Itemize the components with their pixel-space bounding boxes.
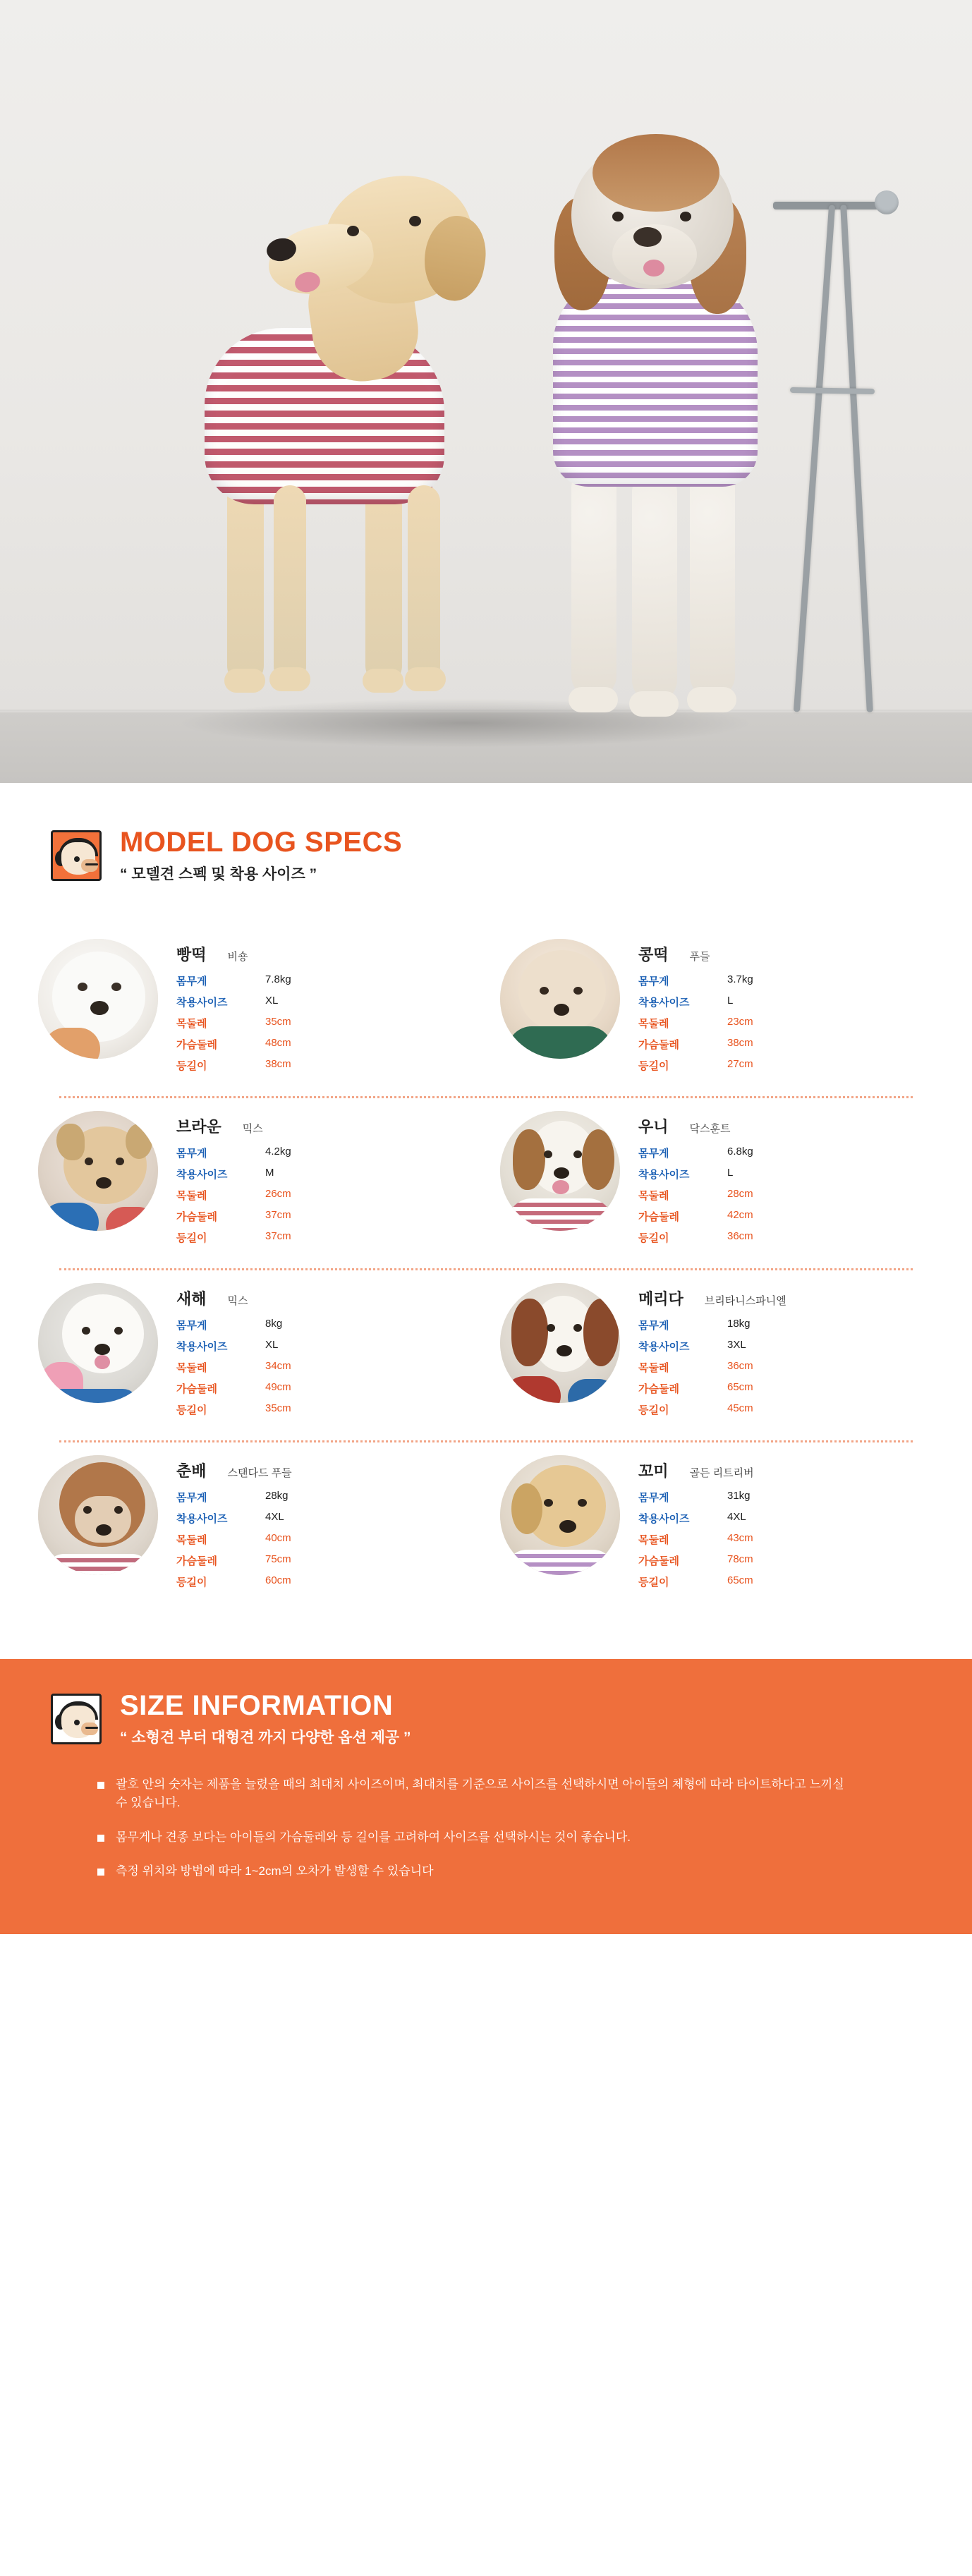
value-chest: 48cm: [265, 1037, 291, 1049]
label-chest: 가슴둘레: [176, 1555, 217, 1567]
value-weight: 6.8kg: [727, 1146, 753, 1158]
value-back: 27cm: [727, 1058, 753, 1070]
label-neck: 목둘레: [638, 1190, 669, 1202]
value-back: 45cm: [727, 1402, 753, 1414]
dog-photo: [500, 939, 620, 1059]
value-neck: 28cm: [727, 1188, 753, 1200]
label-neck: 목둘레: [176, 1362, 207, 1374]
dog-breed: 비숑: [227, 951, 248, 963]
dog-mascot-icon: [51, 1694, 102, 1744]
label-weight: 몸무게: [176, 1492, 207, 1504]
note-item: [97, 1775, 921, 1813]
note-text: 몸무게나 견종 보다는 아이들의 가슴둘레와 등 길이를 고려하여 사이즈를 선택하시는 것이 좋습니다.: [116, 1830, 631, 1844]
label-chest: 가슴둘레: [176, 1383, 217, 1395]
size-info-subtitle: “ 소형견 부터 대형견 까지 다양한 옵션 제공 ”: [120, 1730, 411, 1746]
note-item: [97, 1828, 921, 1847]
dog-photo: [38, 939, 158, 1059]
dog-name: 메리다: [638, 1290, 684, 1308]
note-item: [97, 1862, 921, 1881]
value-weight: 4.2kg: [265, 1146, 291, 1158]
dog-spec-card: [486, 1111, 934, 1251]
spec-row: [38, 1442, 934, 1612]
label-weight: 몸무게: [638, 976, 669, 988]
label-neck: 목둘레: [638, 1018, 669, 1030]
value-size: L: [727, 1167, 734, 1179]
label-size: 착용사이즈: [176, 997, 228, 1009]
label-neck: 목둘레: [638, 1534, 669, 1546]
value-weight: 3.7kg: [727, 973, 753, 985]
value-neck: 36cm: [727, 1360, 753, 1372]
spec-row: [38, 1098, 934, 1268]
model-specs-subtitle: “ 모델견 스펙 및 착용 사이즈 ”: [120, 866, 317, 882]
dog-name: 춘배: [176, 1462, 207, 1480]
label-back: 등길이: [638, 1060, 669, 1072]
dog-breed: 믹스: [242, 1123, 263, 1135]
label-weight: 몸무게: [176, 1148, 207, 1160]
value-weight: 18kg: [727, 1318, 751, 1330]
value-chest: 38cm: [727, 1037, 753, 1049]
value-size: 4XL: [265, 1511, 284, 1523]
dog-spec-card: [486, 1455, 934, 1596]
value-chest: 65cm: [727, 1381, 753, 1393]
bullet-icon: [97, 1782, 104, 1789]
hero-photo: [0, 0, 972, 783]
value-weight: 8kg: [265, 1318, 283, 1330]
value-size: M: [265, 1167, 274, 1179]
dog-breed: 믹스: [227, 1295, 248, 1307]
value-neck: 26cm: [265, 1188, 291, 1200]
dog-breed: 푸들: [689, 951, 710, 963]
label-size: 착용사이즈: [176, 1341, 228, 1353]
label-size: 착용사이즈: [638, 1169, 690, 1181]
value-back: 35cm: [265, 1402, 291, 1414]
value-neck: 23cm: [727, 1016, 753, 1028]
spec-row: [38, 926, 934, 1096]
value-weight: 31kg: [727, 1490, 751, 1502]
size-info-title: SIZE INFORMATION: [120, 1690, 394, 1721]
value-chest: 42cm: [727, 1209, 753, 1221]
label-back: 등길이: [638, 1232, 669, 1244]
size-info-notes: [51, 1775, 921, 1881]
label-size: 착용사이즈: [176, 1513, 228, 1525]
value-size: 4XL: [727, 1511, 746, 1523]
dog-spec-card: [38, 1111, 486, 1251]
label-back: 등길이: [176, 1576, 207, 1588]
size-information-header: [51, 1690, 921, 1747]
dog-mascot-icon: [51, 830, 102, 881]
value-chest: 75cm: [265, 1553, 291, 1565]
value-back: 37cm: [265, 1230, 291, 1242]
value-neck: 43cm: [727, 1532, 753, 1544]
dog-breed: 골든 리트리버: [689, 1467, 754, 1479]
label-size: 착용사이즈: [638, 997, 690, 1009]
label-size: 착용사이즈: [638, 1513, 690, 1525]
label-back: 등길이: [176, 1404, 207, 1416]
label-weight: 몸무게: [638, 1320, 669, 1332]
value-size: XL: [265, 1339, 279, 1351]
value-back: 36cm: [727, 1230, 753, 1242]
label-back: 등길이: [176, 1060, 207, 1072]
golden-retriever-photo: [162, 148, 501, 755]
dog-name: 콩떡: [638, 946, 669, 964]
dog-spec-card: [38, 939, 486, 1079]
dog-spec-card: [486, 1283, 934, 1423]
dog-photo: [500, 1455, 620, 1575]
label-chest: 가슴둘레: [638, 1039, 679, 1051]
label-chest: 가슴둘레: [638, 1555, 679, 1567]
label-neck: 목둘레: [176, 1534, 207, 1546]
label-neck: 목둘레: [176, 1018, 207, 1030]
value-back: 60cm: [265, 1574, 291, 1586]
label-back: 등길이: [176, 1232, 207, 1244]
model-specs-title: MODEL DOG SPECS: [120, 827, 403, 858]
label-weight: 몸무게: [638, 1148, 669, 1160]
label-size: 착용사이즈: [638, 1341, 690, 1353]
label-chest: 가슴둘레: [638, 1211, 679, 1223]
value-neck: 35cm: [265, 1016, 291, 1028]
model-dog-spec-grid: [0, 884, 972, 1641]
dog-breed: 닥스훈트: [689, 1123, 731, 1135]
value-neck: 34cm: [265, 1360, 291, 1372]
dog-spec-card: [486, 939, 934, 1079]
label-size: 착용사이즈: [176, 1169, 228, 1181]
dog-breed: 스탠다드 푸들: [227, 1467, 292, 1479]
label-neck: 목둘레: [176, 1190, 207, 1202]
value-size: XL: [265, 995, 279, 1007]
label-weight: 몸무게: [176, 1320, 207, 1332]
label-chest: 가슴둘레: [176, 1211, 217, 1223]
dog-photo: [38, 1283, 158, 1403]
label-chest: 가슴둘레: [176, 1039, 217, 1051]
bullet-icon: [97, 1835, 104, 1842]
value-weight: 7.8kg: [265, 973, 291, 985]
value-neck: 40cm: [265, 1532, 291, 1544]
value-chest: 49cm: [265, 1381, 291, 1393]
value-size: 3XL: [727, 1339, 746, 1351]
dog-name: 브라운: [176, 1118, 221, 1136]
size-information-banner: [0, 1659, 972, 1934]
dog-name: 새해: [176, 1290, 207, 1308]
dog-photo: [500, 1111, 620, 1231]
model-dog-specs-header: [0, 783, 972, 884]
dog-spec-card: [38, 1283, 486, 1423]
spec-row: [38, 1270, 934, 1440]
dog-name: 꼬미: [638, 1462, 669, 1480]
poodle-photo: [494, 134, 790, 755]
dog-spec-card: [38, 1455, 486, 1596]
dog-name: 우니: [638, 1118, 669, 1136]
bullet-icon: [97, 1869, 104, 1876]
dog-breed: 브리타니스파니엘: [704, 1295, 786, 1307]
label-weight: 몸무게: [176, 976, 207, 988]
label-back: 등길이: [638, 1404, 669, 1416]
value-size: L: [727, 995, 734, 1007]
dog-photo: [500, 1283, 620, 1403]
value-chest: 37cm: [265, 1209, 291, 1221]
value-back: 65cm: [727, 1574, 753, 1586]
label-weight: 몸무게: [638, 1492, 669, 1504]
note-text: 괄호 안의 숫자는 제품을 늘렸을 때의 최대치 사이즈이며, 최대치를 기준으로 사이즈를 선택하시면 아이들의 체형에 따라 타이트하다고 느끼실 수 있습니다.: [116, 1778, 844, 1810]
label-chest: 가슴둘레: [638, 1383, 679, 1395]
value-back: 38cm: [265, 1058, 291, 1070]
note-text: 측정 위치와 방법에 따라 1~2cm의 오차가 발생할 수 있습니다: [116, 1864, 434, 1878]
dog-photo: [38, 1455, 158, 1575]
label-neck: 목둘레: [638, 1362, 669, 1374]
dog-name: 빵떡: [176, 946, 207, 964]
label-back: 등길이: [638, 1576, 669, 1588]
value-chest: 78cm: [727, 1553, 753, 1565]
value-weight: 28kg: [265, 1490, 288, 1502]
dog-photo: [38, 1111, 158, 1231]
